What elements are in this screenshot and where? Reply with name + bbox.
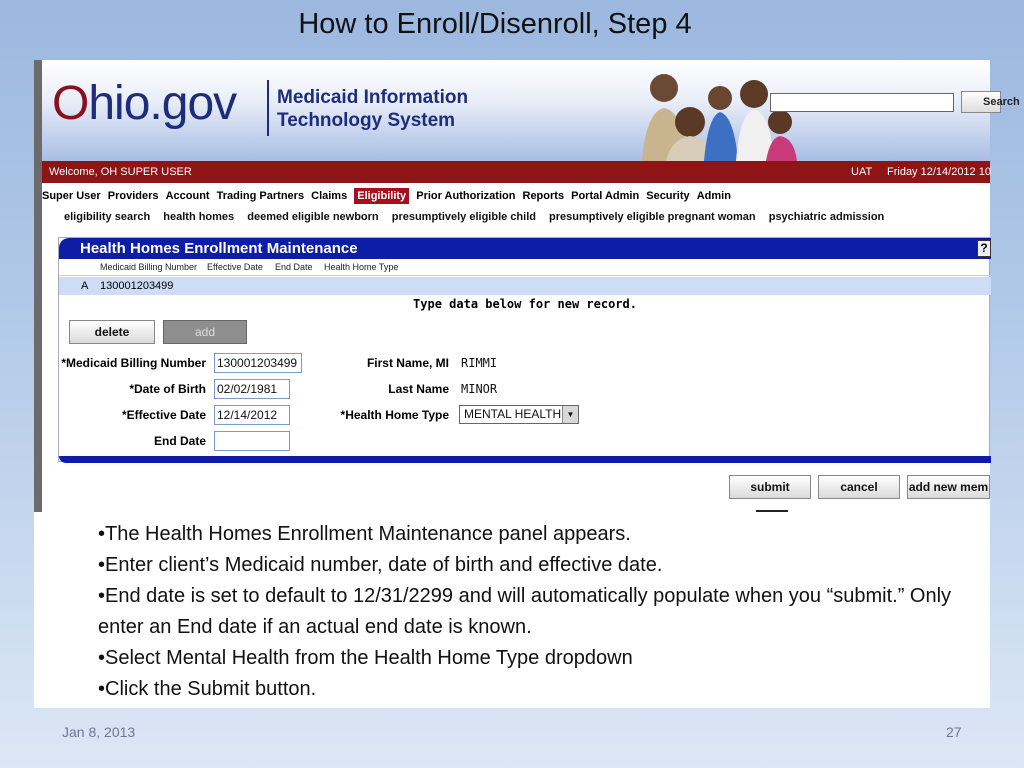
submenu-eligibility-search[interactable]: eligibility search [64,211,151,223]
col-end-date: End Date [275,262,313,272]
chevron-down-icon[interactable]: ▼ [562,406,578,423]
end-date-field[interactable] [214,431,290,451]
end-date-label: End Date [153,434,206,448]
effective-date-field[interactable]: 12/14/2012 [214,405,290,425]
footer-date: Jan 8, 2013 [62,724,136,740]
effective-date-label: *Effective Date [121,408,206,422]
instruction-item: •The Health Homes Enrollment Maintenance panel appears. [98,523,631,545]
menu-item-providers[interactable]: Providers [107,190,159,202]
site-banner [42,60,1020,161]
environment-label: UAT [851,166,873,178]
dob-field[interactable]: 02/02/1981 [214,379,290,399]
cancel-button[interactable]: cancel [818,475,900,499]
instruction-item: •Select Mental Health from the Health Home Type dropdown [98,647,633,669]
frame-left-border [34,60,42,512]
panel-title: Health Homes Enrollment Maintenance ? [59,238,991,259]
search-input[interactable] [770,93,954,112]
instruction-item: •End date is set to default to 12/31/2299 and will automatically populate when you “submit.” Only enter an End date if an actual end date is known. [98,585,952,638]
slide-title: How to Enroll/Disenroll, Step 4 [298,8,692,40]
panel-footer-bar [59,456,991,463]
current-datetime: Friday 12/14/2012 10 [887,166,991,178]
record-billing-number: 130001203499 [100,280,174,292]
menu-item-portal-admin[interactable]: Portal Admin [571,190,640,202]
enrollment-panel [58,237,990,462]
billing-number-label: *Medicaid Billing Number [61,356,206,370]
last-name-label: Last Name [388,382,449,396]
health-home-type-value: MENTAL HEALTH [464,407,562,421]
column-headers [59,259,991,276]
ohio-gov-logo[interactable]: Ohio.gov [52,77,237,130]
page-number: 27 [946,724,962,740]
add-button[interactable]: add [163,320,247,344]
system-name: Medicaid Information Technology System [277,87,469,131]
col-billing-number: Medicaid Billing Number [100,262,198,272]
delete-button[interactable]: delete [69,320,155,344]
submit-button[interactable]: submit [729,475,811,499]
screenshot-frame [34,60,1020,512]
billing-number-field[interactable]: 130001203499 [214,353,302,373]
col-health-home-type: Health Home Type [324,262,399,272]
welcome-text: Welcome, OH SUPER USER [49,166,192,178]
health-home-type-select[interactable] [459,405,579,424]
sub-menu [64,211,894,227]
menu-item-security[interactable]: Security [646,190,690,202]
record-status: A [81,280,89,292]
menu-item-admin[interactable]: Admin [696,190,731,202]
first-name-value: RIMMI [461,356,498,370]
menu-item-prior-authorization[interactable]: Prior Authorization [416,190,516,202]
col-effective-date: Effective Date [207,262,263,272]
menu-item-account[interactable]: Account [165,190,210,202]
add-new-member-button[interactable]: add new mem [907,475,990,499]
submenu-presumptively-eligible-pregnant-woman[interactable]: presumptively eligible pregnant woman [549,211,756,223]
help-button[interactable]: ? [977,240,991,257]
submenu-psychiatric-admission[interactable]: psychiatric admission [768,211,885,223]
instruction-item: •Click the Submit button. [98,678,317,700]
search-button[interactable]: Search [961,91,1001,113]
table-row[interactable] [59,277,991,295]
dob-label: *Date of Birth [129,382,206,396]
new-record-message: Type data below for new record. [413,297,637,311]
menu-item-claims[interactable]: Claims [311,190,348,202]
main-menu [42,188,735,206]
menu-item-super-user[interactable]: Super User [42,190,101,202]
instructions-box [34,512,990,708]
submenu-health-homes[interactable]: health homes [163,211,235,223]
health-home-type-label: *Health Home Type [340,408,449,422]
menu-item-trading-partners[interactable]: Trading Partners [216,190,305,202]
submenu-presumptively-eligible-child[interactable]: presumptively eligible child [391,211,536,223]
menu-item-reports[interactable]: Reports [522,190,565,202]
last-name-value: MINOR [461,382,498,396]
status-bar [42,161,990,183]
logo-divider [267,80,269,136]
instruction-item: •Enter client’s Medicaid number, date of birth and effective date. [98,554,663,576]
menu-item-eligibility[interactable]: Eligibility [354,188,409,204]
first-name-label: First Name, MI [366,356,449,370]
submenu-deemed-eligible-newborn[interactable]: deemed eligible newborn [247,211,379,223]
